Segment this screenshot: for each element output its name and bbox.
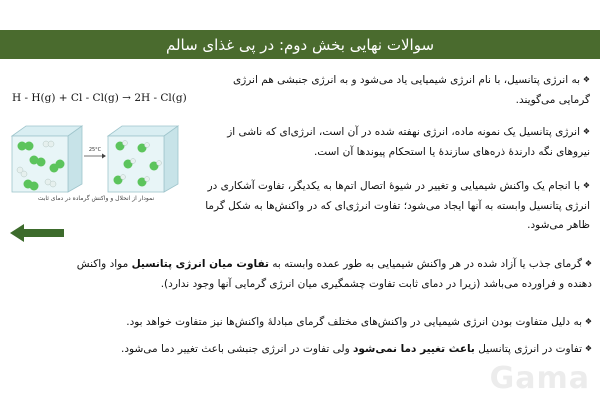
- bullet-icon: ❖: [584, 344, 592, 353]
- back-arrow-icon[interactable]: [10, 224, 64, 242]
- paragraph-1: ❖به انرژی پتانسیل، با نام انرژی شیمیایی یاد می‌شود و به انرژی جنبشی هم انرژی گرمایی می‌گویند.: [205, 70, 590, 110]
- products-box: [108, 126, 178, 192]
- bullet-icon: ❖: [582, 75, 590, 84]
- watermark-logo: Gama: [489, 361, 590, 396]
- reactants-box: [12, 126, 82, 192]
- bullet-icon: ❖: [584, 259, 592, 268]
- bullet-icon: ❖: [584, 317, 592, 326]
- page-title: سوالات نهایی بخش دوم: در پی غذای سالم: [165, 35, 435, 54]
- bullet-icon: ❖: [582, 181, 590, 190]
- paragraph-3: ❖با انجام یک واکنش شیمیایی و تغییر در شیوهٔ اتصال اتم‌ها به یکدیگر، تفاوت آشکاری در انرژی پتانسیل وابسته به آنها ایجاد می‌شود؛ تفاوت انرژی‌ای که در واکنش‌ها به شکل گرما ظاهر می‌شود.: [205, 176, 590, 236]
- reaction-equation: H - H(g) + Cl - Cl(g) → 2H - Cl(g): [12, 92, 187, 104]
- bullet-icon: ❖: [582, 127, 590, 136]
- reaction-diagram: [8, 122, 186, 194]
- paragraph-5: ❖به دلیل متفاوت بودن انرژی شیمیایی در واکنش‌های مختلف گرمای مبادلهٔ واکنش‌ها نیز متفاوت خواهد بود.: [60, 312, 592, 333]
- header-bar: [0, 30, 600, 59]
- paragraph-6: ❖تفاوت در انرژی پتانسیل باعث تغییر دما نمی‌شود ولی تفاوت در انرژی جنبشی باعث تغییر دما می‌شود.: [60, 339, 592, 360]
- reaction-arrow: [84, 154, 106, 159]
- paragraph-4: ❖گرمای جذب یا آزاد شده در هر واکنش شیمیایی به طور عمده وابسته به تفاوت میان انرژی پتانسیل مواد واکنش دهنده و فراورده می‌باشد (زیرا در دمای ثابت تفاوت چشمگیری میان انرژی گرمایی آنها وجود ندارد).: [60, 254, 592, 294]
- paragraph-2: ❖انرژی پتانسیل یک نمونه ماده، انرژی نهفته شده در آن است، انرژی‌ای که ناشی از نیروهای نگه دارندهٔ ذره‌های سازندهٔ یا استحکام پیوندها آن است.: [205, 122, 590, 162]
- diagram-caption: نمودار از انحلال و واکنش گرماده در دمای ثابت: [37, 195, 155, 202]
- arrow-label: 25°C: [88, 147, 102, 153]
